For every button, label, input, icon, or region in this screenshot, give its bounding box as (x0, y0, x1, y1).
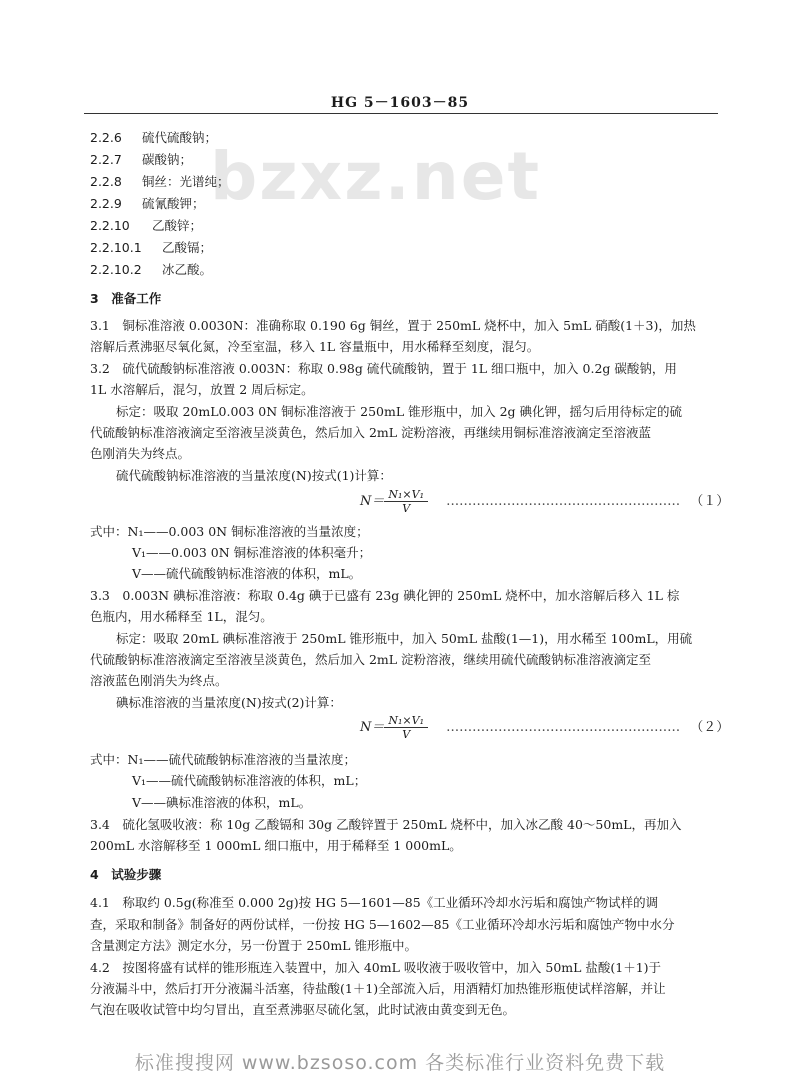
paragraph-3-3-line: 色瓶内，用水稀释至 1L，混匀。 (90, 609, 273, 624)
list-item: 2.2.6 硫代硫酸钠； (90, 130, 218, 145)
formula-2-variable: V₁——硫代硫酸钠标准溶液的体积，mL； (132, 773, 367, 788)
paragraph-3-1-line: 3.1 铜标准溶液 0.0030N：准确称取 0.190 6g 铜丝，置于 250mL 烧杯中，加入 5mL 硝酸(1＋3)，加热 (90, 318, 696, 333)
paragraph-3-2-line: 3.2 硫代硫酸钠标准溶液 0.003N：称取 0.98g 硫代硫酸钠，置于 1L 细口瓶中，加入 0.2g 碳酸钠，用 (90, 361, 677, 376)
paragraph-4-2-line: 分液漏斗中，然后打开分液漏斗活塞，待盐酸(1＋1)全部流入后，用酒精灯加热锥形瓶使试样溶解，并让 (90, 981, 666, 996)
formula-2-variable: V——碘标准溶液的体积，mL。 (132, 795, 312, 810)
document-header: HG 5－1603－85 (330, 95, 470, 111)
paragraph-4-1-line: 4.1 称取约 0.5g(称准至 0.000 2g)按 HG 5—1601—85《工业循环冷却水污垢和腐蚀产物试样的调 (90, 895, 659, 910)
paragraph-3-2-calibration-line: 代硫酸钠标准溶液滴定至溶液呈淡黄色，然后加入 2mL 淀粉溶液，再继续用铜标准溶液滴定至溶液蓝 (90, 425, 652, 440)
paragraph-3-3-calibration-line: 代硫酸钠标准溶液滴定至溶液呈淡黄色，然后加入 2mL 淀粉溶液，继续用硫代硫酸钠标准溶液滴定至 (90, 652, 652, 667)
section-4-title: 4 试验步骤 (90, 867, 162, 882)
header-rule (84, 113, 718, 114)
paragraph-4-1-line: 查，采取和制备》制备好的两份试样，一份按 HG 5—1602—85《工业循环冷却水污垢和腐蚀产物中水分 (90, 917, 675, 932)
list-item: 2.2.10.1 乙酸镉； (90, 240, 213, 255)
paragraph-3-2-calibration-line: 标定：吸取 20mL0.003 0N 铜标准溶液于 250mL 锥形瓶中，加入 2g 碘化钾，摇匀后用待标定的硫 (116, 404, 683, 419)
paragraph-3-3-line: 3.3 0.003N 碘标准溶液：称取 0.4g 碘于已盛有 23g 碘化钾的 250mL 烧杯中，加水溶解后移入 1L 棕 (90, 588, 680, 603)
watermark: bzxz.net (210, 138, 542, 215)
paragraph-3-2-calibration-line: 色刚消失为终点。 (90, 446, 191, 461)
paragraph-3-4-line: 3.4 硫化氢吸收液：称 10g 乙酸镉和 30g 乙酸锌置于 250mL 烧杯中，加入冰乙酸 40～50mL，再加入 (90, 817, 682, 832)
paragraph-3-3-calibration-line: 标定：吸取 20mL 碘标准溶液于 250mL 锥形瓶中，加入 50mL 盐酸(1—1)，用水稀至 100mL，用硫 (116, 631, 693, 646)
formula-1-intro: 硫代硫酸钠标准溶液的当量浓度(N)按式(1)计算： (116, 468, 392, 483)
section-3-title: 3 准备工作 (90, 291, 162, 306)
list-item: 2.2.10.2 冰乙酸。 (90, 262, 213, 277)
formula-2-variable: 式中：N₁——硫代硫酸钠标准溶液的当量浓度； (90, 752, 356, 767)
formula-1-variable: V₁——0.003 0N 铜标准溶液的体积毫升； (132, 545, 372, 560)
formula-1-variable: V——硫代硫酸钠标准溶液的体积，mL。 (132, 566, 362, 581)
formula-2: N＝ $\frac{\text{N₁×V₁}}{V}$ ……………………………………………… （２） (360, 714, 730, 741)
paragraph-4-2-line: 4.2 按图将盛有试样的锥形瓶连入装置中，加入 40mL 吸收液于吸收管中，加入 50mL 盐酸(1＋1)于 (90, 960, 662, 975)
list-item: 2.2.9 硫氰酸钾； (90, 196, 205, 211)
paragraph-4-1-line: 含量测定方法》测定水分，另一份置于 250mL 锥形瓶中。 (90, 938, 417, 953)
paragraph-4-2-line: 气泡在吸收试管中均匀冒出，直至煮沸驱尽硫化氢，此时试液由黄变到无色。 (90, 1002, 516, 1017)
paragraph-3-2-line: 1L 水溶解后，混匀，放置 2 周后标定。 (90, 382, 314, 397)
paragraph-3-3-calibration-line: 溶液蓝色刚消失为终点。 (90, 673, 228, 688)
paragraph-3-4-line: 200mL 水溶解移至 1 000mL 细口瓶中，用于稀释至 1 000mL。 (90, 838, 462, 853)
formula-2-intro: 碘标准溶液的当量浓度(N)按式(2)计算： (116, 695, 342, 710)
list-item: 2.2.8 铜丝：光谱纯； (90, 174, 230, 189)
footer-watermark: 标准搜搜网 www.bzsoso.com 各类标准行业资料免费下载 (134, 1052, 666, 1074)
paragraph-3-1-line: 溶解后煮沸驱尽氧化氮，冷至室温，移入 1L 容量瓶中，用水稀释至刻度，混匀。 (90, 339, 540, 354)
formula-1-variable: 式中：N₁——0.003 0N 铜标准溶液的当量浓度； (90, 524, 369, 539)
list-item: 2.2.10 乙酸锌； (90, 218, 203, 233)
formula-1: N＝ $\frac{\text{N₁×V₁}}{V}$ ……………………………………………… （１） (360, 488, 730, 515)
list-item: 2.2.7 碳酸钠； (90, 152, 193, 167)
